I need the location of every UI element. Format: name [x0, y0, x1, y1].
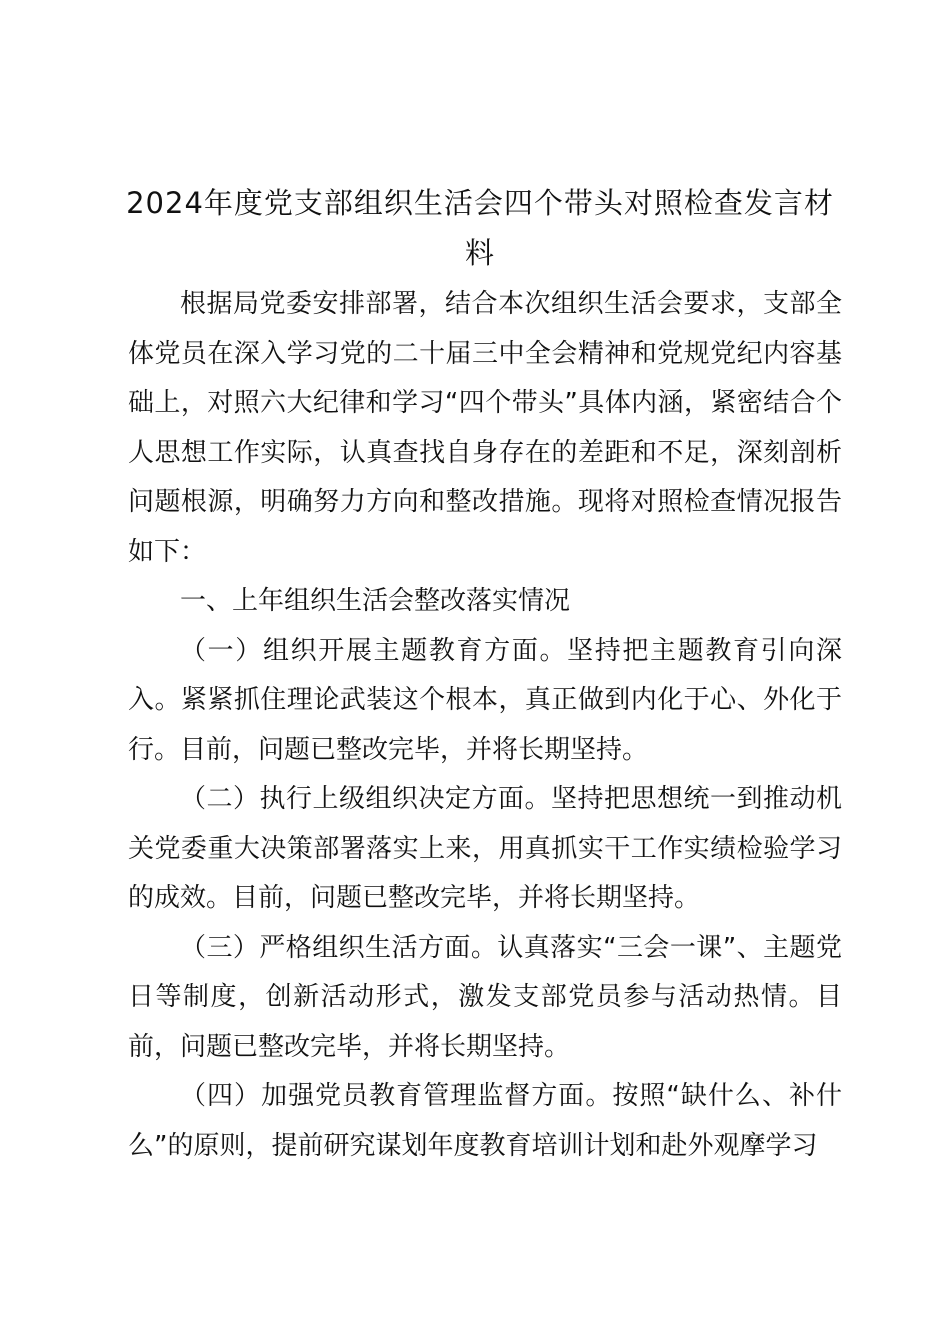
section-heading: 一、上年组织生活会整改落实情况: [180, 586, 571, 616]
item-3-paragraph: （三）严格组织生活方面。认真落实“三会一课”、主题党日等制度，创新活动形式，激发支部党员参与活动热情。目前，问题已整改完毕，并将长期坚持。: [128, 932, 842, 1062]
intro-paragraph: 根据局党委安排部署，结合本次组织生活会要求，支部全体党员在深入学习党的二十届三中全会精神和党规党纪内容基础上，对照六大纪律和学习“四个带头”具体内涵，紧密结合个人思想工作实际，认真查找自身存在的差距和不足，深刻剖析问题根源，明确努力方向和整改措施。现将对照检查情况报告如下：: [128, 289, 842, 567]
document-body: [128, 280, 842, 1171]
document-title: 2024年度党支部组织生活会四个带头对照检查发言材料: [126, 186, 834, 270]
item-4-paragraph: （四）加强党员教育管理监督方面。按照“缺什么、补什么”的原则，提前研究谋划年度教育培训计划和赴外观摩学习: [128, 1081, 842, 1161]
item-1-paragraph: （一）组织开展主题教育方面。坚持把主题教育引向深入。紧紧抓住理论武装这个根本，真正做到内化于心、外化于行。目前，问题已整改完毕，并将长期坚持。: [128, 635, 842, 765]
item-2-paragraph: （二）执行上级组织决定方面。坚持把思想统一到推动机关党委重大决策部署落实上来，用真抓实干工作实绩检验学习的成效。目前，问题已整改完毕，并将长期坚持。: [128, 784, 842, 913]
